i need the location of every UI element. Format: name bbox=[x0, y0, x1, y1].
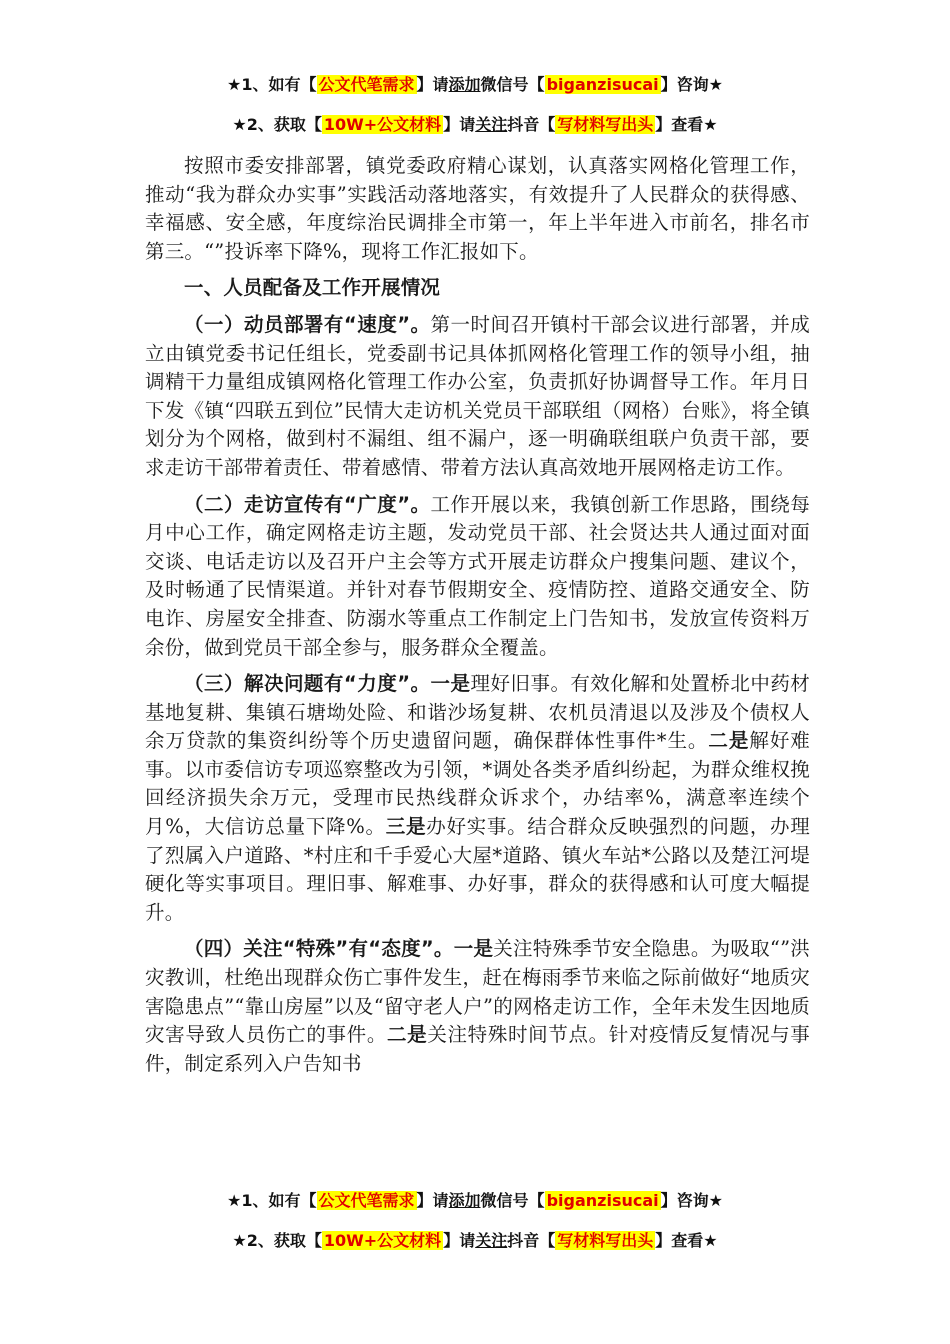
banner-highlight: 写材料写出头 bbox=[557, 1231, 654, 1250]
banner-underline-text: 关注 bbox=[475, 1231, 508, 1250]
banner-text: 】请 bbox=[443, 1231, 476, 1250]
banner-text: 抖音【 bbox=[507, 1231, 556, 1250]
paragraph-lead: （四）关注“特殊”有“态度”。 bbox=[184, 937, 454, 961]
keyword: 三是 bbox=[385, 815, 427, 839]
paragraph-text: 解好难事。以市委信访专项巡察整改为引领，*调处各类矛盾纠纷起，为群众维权挽回经济损失余万元，受理市民热线群众诉求个，办结率%，满意率连续个月%，大信访总量下降%。 bbox=[145, 729, 810, 839]
paragraph-special-attention bbox=[145, 935, 810, 1078]
banner-highlight: biganzisucai bbox=[546, 1191, 659, 1210]
banner-text: ★2、获取【 bbox=[232, 1231, 322, 1250]
banner-highlight: 10W+公文材料 bbox=[323, 115, 442, 134]
banner-text: 】咨询★ bbox=[660, 75, 723, 94]
footer-banner-line-2 bbox=[0, 1228, 950, 1251]
keyword: 一是 bbox=[453, 937, 494, 961]
paragraph-text: 工作开展以来，我镇创新工作思路，围绕每月中心工作，确定网格走访主题，发动党员干部、社会贤达共人通过面对面交谈、电话走访以及召开户主会等方式开展走访群众户搜集问题、建议个，及时畅通了民情渠道。并针对春节假期安全、疫情防控、道路交通安全、防电诈、房屋安全排查、防溺水等重点工作制定上门告知书，发放宣传资料万余份，做到党员干部全参与，服务群众全覆盖。 bbox=[145, 492, 810, 659]
banner-text: ★1、如有【 bbox=[227, 1191, 317, 1210]
banner-highlight: 写材料写出头 bbox=[557, 115, 654, 134]
keyword: 一是 bbox=[430, 672, 471, 696]
banner-text: 】查看★ bbox=[655, 1231, 718, 1250]
paragraph-text: 关注特殊季节安全隐患。为吸取“”洪灾教训，杜绝出现群众伤亡事件发生，赶在梅雨季节来临之际前做好“地质灾害隐患点”“靠山房屋”以及“留守老人户”的网格走访工作，全年未发生因地质灾害导致人员伤亡的事件。 bbox=[145, 937, 811, 1047]
banner-text: 微信号【 bbox=[480, 1191, 545, 1210]
paragraph-lead: （三）解决问题有“力度”。 bbox=[184, 672, 431, 696]
banner-highlight: biganzisucai bbox=[546, 75, 659, 94]
banner-text: ★2、获取【 bbox=[232, 115, 322, 134]
banner-text: 】请 bbox=[443, 115, 476, 134]
paragraph-text: 第一时间召开镇村干部会议进行部署，并成立由镇党委书记任组长，党委副书记具体抓网格化管理工作的领导小组，抽调精干力量组成镇网格化管理工作办公室，负责抓好协调督导工作。年月日下发《镇“四联五到位”民情大走访机关党员干部联组（网格）台账》，将全镇划分为个网格，做到村不漏组、组不漏户，逐一明确联组联户负责干部，要求走访干部带着责任、带着感情、带着方法认真高效地开展网格走访工作。 bbox=[145, 312, 810, 479]
banner-text: 】查看★ bbox=[655, 115, 718, 134]
keyword: 二是 bbox=[708, 729, 750, 753]
banner-underline-text: 添加 bbox=[448, 75, 481, 94]
document-body bbox=[145, 152, 810, 1086]
keyword: 二是 bbox=[386, 1023, 428, 1047]
paragraph-problem-solving bbox=[145, 670, 810, 927]
paragraph-publicity bbox=[145, 491, 810, 663]
paragraph-text: 理好旧事。有效化解和处置桥北中药材基地复耕、集镇石塘坳处险、和谐沙场复耕、农机员清退以及涉及个债权人余万贷款的集资纠纷等个历史遗留问题，确保群体性事件*生。 bbox=[145, 672, 811, 753]
paragraph-lead: （一）动员部署有“速度”。 bbox=[184, 312, 431, 336]
paragraph-mobilization bbox=[145, 311, 810, 483]
header-banner-line-2 bbox=[0, 112, 950, 135]
paragraph-text: 关注特殊时间节点。针对疫情反复情况与事件，制定系列入户告知书 bbox=[145, 1023, 810, 1075]
paragraph-text: 办好实事。结合群众反映强烈的问题，办理了烈属入户道路、*村庄和千手爱心大屋*道路、镇火车站*公路以及楚江河堤硬化等实事项目。理旧事、解难事、办好事，群众的获得感和认可度大幅提升。 bbox=[145, 815, 810, 924]
intro-paragraph: 按照市委安排部署，镇党委政府精心谋划，认真落实网格化管理工作，推动“我为群众办实事”实践活动落地落实，有效提升了人民群众的获得感、幸福感、安全感，年度综治民调排全市第一，年上半年进入市前名，排名市第三。“”投诉率下降%，现将工作汇报如下。 bbox=[145, 154, 810, 263]
banner-text: 】咨询★ bbox=[660, 1191, 723, 1210]
banner-text: 微信号【 bbox=[480, 75, 545, 94]
banner-highlight: 10W+公文材料 bbox=[323, 1231, 442, 1250]
banner-text: 抖音【 bbox=[507, 115, 556, 134]
paragraph-lead: （二）走访宣传有“广度”。 bbox=[184, 492, 431, 516]
banner-text: ★1、如有【 bbox=[227, 75, 317, 94]
banner-text: 】请 bbox=[416, 75, 449, 94]
banner-text: 】请 bbox=[416, 1191, 449, 1210]
header-banner-line-1 bbox=[0, 72, 950, 95]
banner-underline-text: 关注 bbox=[475, 115, 508, 134]
banner-highlight: 公文代笔需求 bbox=[318, 1191, 415, 1210]
footer-banner-line-1 bbox=[0, 1188, 950, 1211]
banner-highlight: 公文代笔需求 bbox=[318, 75, 415, 94]
banner-underline-text: 添加 bbox=[448, 1191, 481, 1210]
section-heading: 一、人员配备及工作开展情况 bbox=[184, 276, 441, 300]
